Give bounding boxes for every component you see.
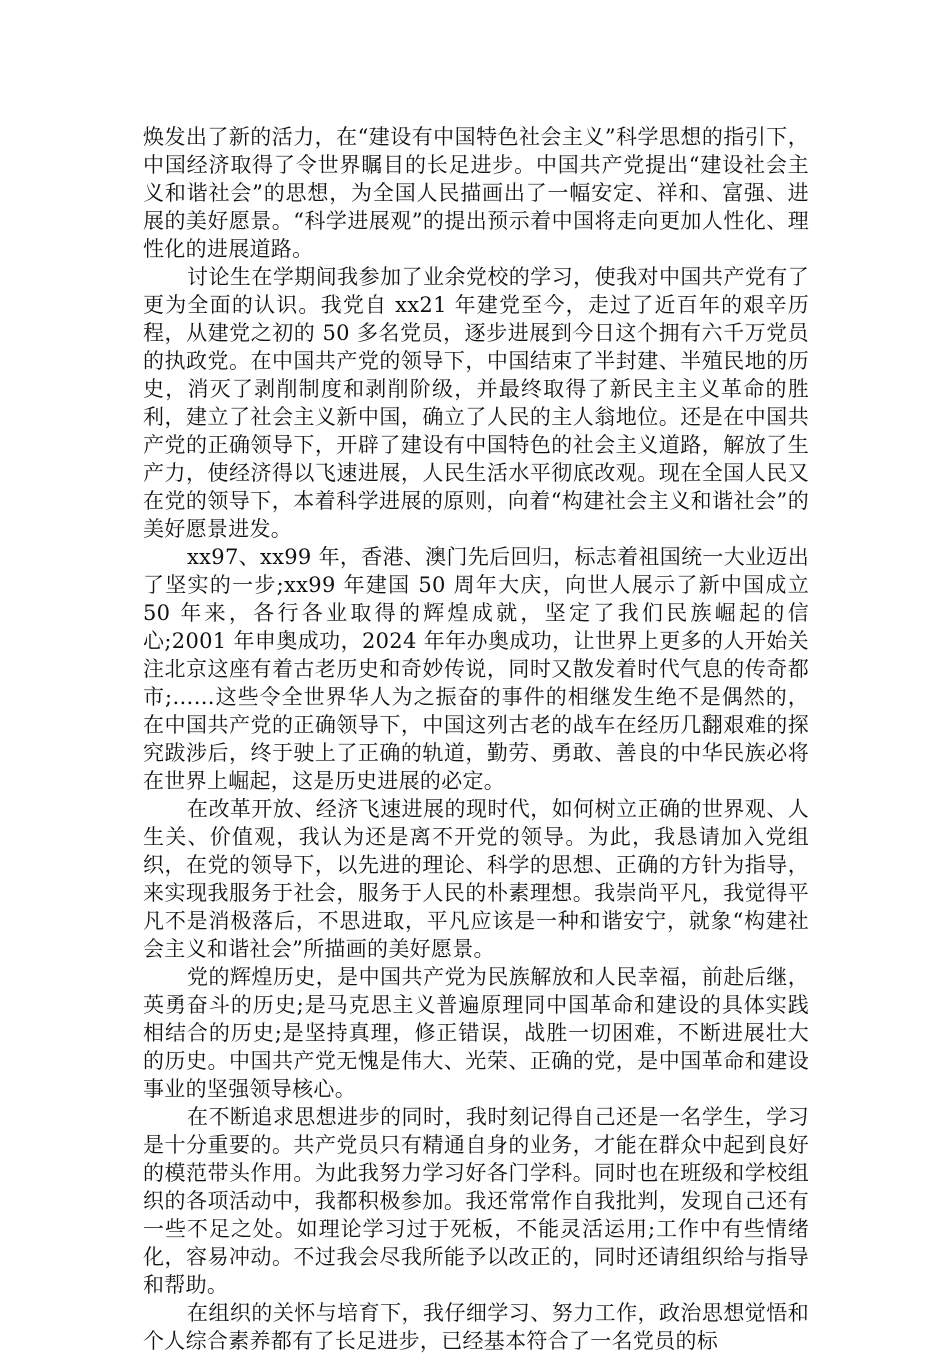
paragraph-worldview: 在改革开放、经济飞速进展的现时代，如何树立正确的世界观、人生关、价值观，我认为还是离不开党的领导。为此，我恳请加入党组织，在党的领导下，以先进的理论、科学的思想、正确的方针为指导，来实现我服务于社会，服务于人民的朴素理想。我崇尚平凡，我觉得平凡不是消极落后，不思进取，平凡应该是一种和谐安宁，就象“构建社会主义和谐社会”所描画的美好愿景。	[143, 797, 809, 961]
document-page	[143, 123, 809, 1355]
paragraph-party-history: 党的辉煌历史，是中国共产党为民族解放和人民幸福，前赴后继，英勇奋斗的历史;是马克思主义普遍原理同中国革命和建设的具体实践相结合的历史;是坚持真理，修正错误，战胜一切困难，不断进展壮大的历史。中国共产党无愧是伟大、光荣、正确的党，是中国革命和建设事业的坚强领导核心。	[143, 965, 809, 1101]
paragraph-continuation: 焕发出了新的活力，在“建设有中国特色社会主义”科学思想的指引下，中国经济取得了令世界瞩目的长足进步。中国共产党提出“建设社会主义和谐社会”的思想，为全国人民描画出了一幅安定、祥和、富强、进展的美好愿景。“科学进展观”的提出预示着中国将走向更加人性化、理性化的进展道路。	[143, 125, 809, 261]
paragraph-party-school: 讨论生在学期间我参加了业余党校的学习，使我对中国共产党有了更为全面的认识。我党自 xx21 年建党至今，走过了近百年的艰辛历程，从建党之初的 50 多名党员，逐步进展到今日这个拥有六千万党员的执政党。在中国共产党的领导下，中国结束了半封建、半殖民地的历史，消灭了剥削制度和剥削阶级，并最终取得了新民主主义革命的胜利，建立了社会主义新中国，确立了人民的主人翁地位。还是在中国共产党的正确领导下，开辟了建设有中国特色的社会主义道路，解放了生产力，使经济得以飞速进展，人民生活水平彻底改观。现在全国人民又在党的领导下，本着科学进展的原则，向着“构建社会主义和谐社会”的美好愿景进发。	[143, 265, 809, 541]
paragraph-study: 在不断追求思想进步的同时，我时刻记得自己还是一名学生，学习是十分重要的。共产党员只有精通自身的业务，才能在群众中起到良好的模范带头作用。为此我努力学习好各门学科。同时也在班级和学校组织的各项活动中，我都积极参加。我还常常作自我批判，发现自己还有一些不足之处。如理论学习过于死板，不能灵活运用;工作中有些情绪化，容易冲动。不过我会尽我所能予以改正的，同时还请组织给与指导和帮助。	[143, 1105, 809, 1297]
paragraph-cultivation: 在组织的关怀与培育下，我仔细学习、努力工作，政治思想觉悟和个人综合素养都有了长足进步，已经基本符合了一名党员的标	[143, 1301, 809, 1353]
paragraph-reunification: xx97、xx99 年，香港、澳门先后回归，标志着祖国统一大业迈出了坚实的一步;xx99 年建国 50 周年大庆，向世人展示了新中国成立 50 年来，各行各业取得的辉煌成就，坚定了我们民族崛起的信心;2001 年申奥成功，2024 年年办奥成功，让世界上更多的人开始关注北京这座有着古老历史和奇妙传说，同时又散发着时代气息的传奇都市;……这些令全世界华人为之振奋的事件的相继发生绝不是偶然的，在中国共产党的正确领导下，中国这列古老的战车在经历几翻艰难的探究跋涉后，终于驶上了正确的轨道，勤劳、勇敢、善良的中华民族必将在世界上崛起，这是历史进展的必定。	[143, 545, 809, 793]
